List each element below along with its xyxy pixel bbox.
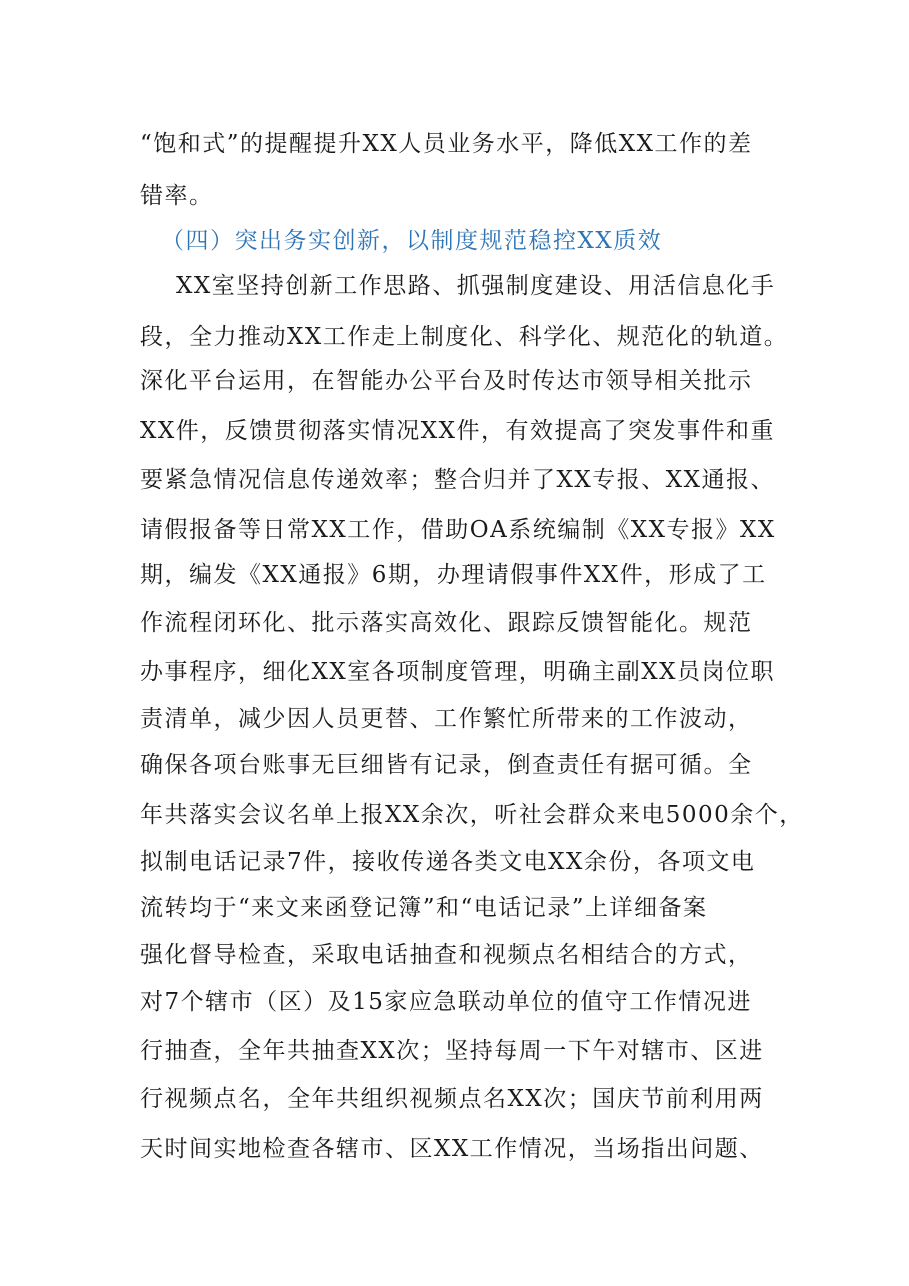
body-text-line: 错率。 xyxy=(140,183,214,209)
body-text-line: 流转均于“来文来函登记簿”和“电话记录”上详细备案 xyxy=(140,895,708,921)
body-text-line: 作流程闭环化、批示落实高效化、跟踪反馈智能化。规范 xyxy=(140,610,753,636)
body-text-line: 行抽查，全年共抽查XX次；坚持每周一下午对辖市、区进 xyxy=(140,1038,764,1064)
body-text-line: 办事程序，细化XX室各项制度管理，明确主副XX员岗位职 xyxy=(140,659,775,685)
body-text-line: 年共落实会议名单上报XX余次，听社会群众来电5000余个， xyxy=(140,802,804,828)
body-text-line: 对7个辖市（区）及15家应急联动单位的值守工作情况进 xyxy=(140,989,752,1015)
body-text-line: “饱和式”的提醒提升XX人员业务水平，降低XX工作的差 xyxy=(140,131,753,157)
body-text-line: 期，编发《XX通报》6期，办理请假事件XX件，形成了工 xyxy=(140,562,767,588)
body-text-line: 请假报备等日常XX工作，借助OA系统编制《XX专报》XX xyxy=(140,517,776,543)
body-text-line: 确保各项台账事无巨细皆有记录，倒查责任有据可循。全 xyxy=(140,752,753,778)
body-text-line: XX件，反馈贯彻落实情况XX件，有效提高了突发事件和重 xyxy=(140,418,775,444)
body-text-line: 要紧急情况信息传递效率；整合归并了XX专报、XX通报、 xyxy=(140,467,775,493)
body-text-line: 天时间实地检查各辖市、区XX工作情况，当场指出问题、 xyxy=(140,1136,764,1162)
body-text-line: 强化督导检查，采取电话抽查和视频点名相结合的方式， xyxy=(140,942,753,968)
body-text-line: 行视频点名，全年共组织视频点名XX次；国庆节前利用两 xyxy=(140,1086,764,1112)
body-text-line: 段，全力推动XX工作走上制度化、科学化、规范化的轨道。 xyxy=(140,324,789,350)
section-heading: （四）突出务实创新，以制度规范稳控XX质效 xyxy=(161,228,663,254)
paragraph-first-line: XX室坚持创新工作思路、抓强制度建设、用活信息化手 xyxy=(176,273,776,299)
body-text-line: 责清单，减少因人员更替、工作繁忙所带来的工作波动， xyxy=(140,706,753,732)
body-text-line: 深化平台运用，在智能办公平台及时传达市领导相关批示 xyxy=(140,368,753,394)
body-text-line: 拟制电话记录7件，接收传递各类文电XX余份，各项文电 xyxy=(140,849,756,875)
